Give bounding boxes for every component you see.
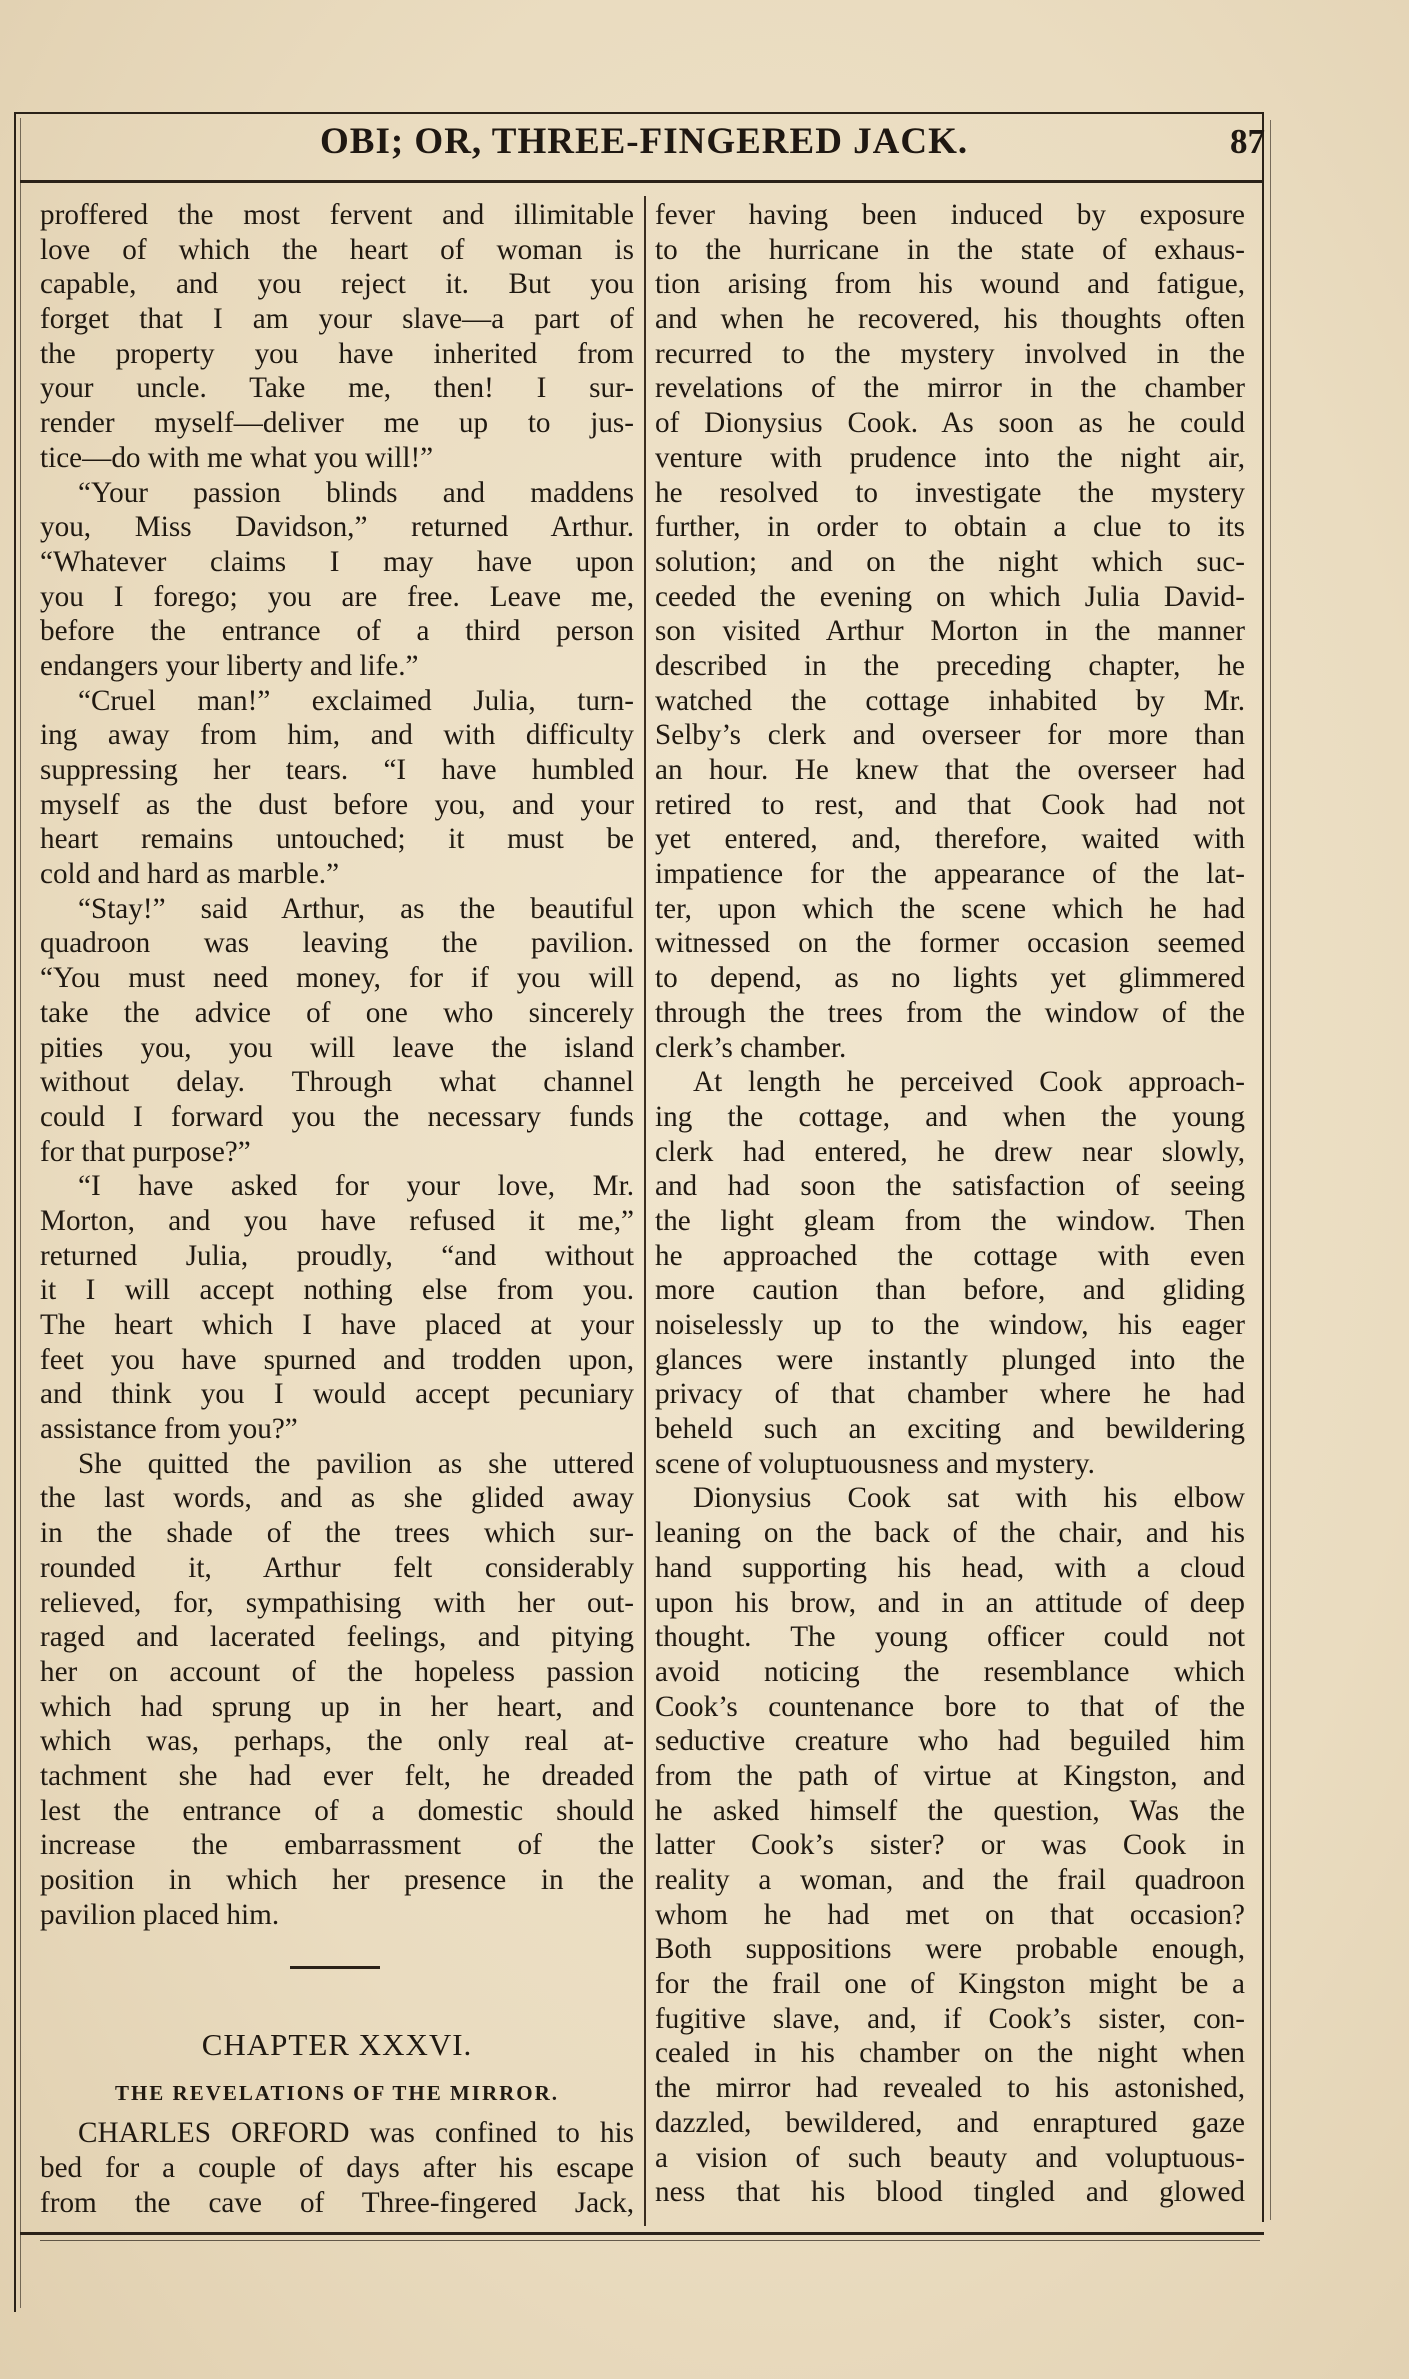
text-line: described in the preceding chapter, he bbox=[655, 649, 1245, 682]
text-line: cold and hard as marble.” bbox=[40, 858, 340, 891]
text-line: which was, perhaps, the only real at- bbox=[40, 1725, 634, 1758]
text-line: render myself—deliver me up to jus- bbox=[40, 407, 634, 440]
text-line: the light gleam from the window. Then bbox=[655, 1204, 1245, 1237]
text-line: tice—do with me what you will!” bbox=[40, 441, 434, 474]
text-line: from the cave of Three-fingered Jack, bbox=[40, 2186, 634, 2219]
text-line: impatience for the appearance of the lat- bbox=[655, 858, 1245, 891]
chapter-heading: CHAPTER XXXVI. bbox=[201, 2027, 473, 2063]
text-line: reality a woman, and the frail quadroon bbox=[655, 1864, 1245, 1896]
page-number: 87 bbox=[1230, 122, 1265, 161]
text-line: retired to rest, and that Cook had not bbox=[655, 788, 1245, 821]
text-line: fever having been induced by exposure bbox=[655, 199, 1245, 231]
text-line: quadroon was leaving the pavilion. bbox=[40, 927, 634, 960]
text-line: heart remains untouched; it must be bbox=[40, 823, 634, 856]
text-line: venture with prudence into the night air, bbox=[655, 441, 1245, 474]
text-line: relieved, for, sympathising with her out- bbox=[40, 1586, 634, 1619]
text-line: to depend, as no lights yet glimmered bbox=[655, 962, 1245, 995]
text-line: son visited Arthur Morton in the manner bbox=[655, 615, 1245, 648]
bottom-border-rule-thin bbox=[40, 2240, 1260, 2241]
text-line: recurred to the mystery involved in the bbox=[655, 337, 1245, 370]
text-line: Both suppositions were probable enough, bbox=[655, 1933, 1245, 1966]
right-border-rule bbox=[1262, 112, 1264, 2222]
text-line: Selby’s clerk and overseer for more than bbox=[655, 719, 1245, 752]
text-line: avoid noticing the resemblance which bbox=[655, 1655, 1245, 1688]
text-line: love of which the heart of woman is bbox=[40, 233, 634, 266]
text-line: thought. The young officer could not bbox=[655, 1621, 1245, 1654]
text-line: tachment she had ever felt, he dreaded bbox=[40, 1759, 634, 1792]
text-line: position in which her presence in the bbox=[40, 1864, 634, 1896]
text-line: he asked himself the question, Was the bbox=[655, 1794, 1245, 1827]
left-column bbox=[40, 198, 634, 2220]
text-line: without delay. Through what channel bbox=[40, 1066, 634, 1099]
text-line: increase the embarrassment of the bbox=[40, 1829, 634, 1862]
text-line: whom he had met on that occasion? bbox=[655, 1898, 1245, 1931]
text-line: At length he perceived Cook approach- bbox=[693, 1066, 1245, 1099]
text-line: The heart which I have placed at your bbox=[40, 1309, 634, 1341]
text-line: the property you have inherited from bbox=[40, 337, 634, 370]
text-line: “Whatever claims I may have upon bbox=[40, 545, 634, 578]
text-line: cealed in his chamber on the night when bbox=[655, 2037, 1245, 2070]
text-line: hand supporting his head, with a cloud bbox=[655, 1551, 1245, 1584]
text-line: fugitive slave, and, if Cook’s sister, con- bbox=[655, 2002, 1245, 2035]
text-line: “I have asked for your love, Mr. bbox=[78, 1170, 634, 1203]
text-line: Cook’s countenance bore to that of the bbox=[655, 1690, 1245, 1723]
left-border-rule bbox=[14, 112, 16, 2312]
left-border-rule-inner bbox=[20, 118, 21, 2308]
text-line: solution; and on the night which suc- bbox=[655, 545, 1245, 578]
text-line: dazzled, bewildered, and enraptured gaze bbox=[655, 2106, 1245, 2139]
right-column bbox=[655, 198, 1245, 2210]
text-line: and think you I would accept pecuniary bbox=[40, 1378, 634, 1411]
text-line: take the advice of one who sincerely bbox=[40, 996, 634, 1029]
text-line: ter, upon which the scene which he had bbox=[655, 892, 1245, 925]
section-divider bbox=[40, 1932, 634, 2002]
text-line: a vision of such beauty and voluptuous- bbox=[655, 2141, 1245, 2174]
text-line: ness that his blood tingled and glowed bbox=[655, 2176, 1245, 2209]
running-header bbox=[20, 120, 1265, 170]
text-line: your uncle. Take me, then! I sur- bbox=[40, 372, 634, 405]
text-line: returned Julia, proudly, “and without bbox=[40, 1239, 634, 1272]
right-border-rule-outer bbox=[1270, 120, 1271, 2220]
text-line: lest the entrance of a domestic should bbox=[40, 1794, 634, 1827]
text-line: forget that I am your slave—a part of bbox=[40, 303, 634, 336]
text-line: glances were instantly plunged into the bbox=[655, 1343, 1245, 1376]
text-line: “Cruel man!” exclaimed Julia, turn- bbox=[78, 684, 634, 717]
text-line: yet entered, and, therefore, waited with bbox=[655, 823, 1245, 856]
text-line: “Your passion blinds and maddens bbox=[78, 476, 634, 509]
running-title: OBI; OR, THREE-FINGERED JACK. bbox=[320, 121, 969, 162]
text-line: for that purpose?” bbox=[40, 1135, 251, 1168]
text-line: and had soon the satisfaction of seeing bbox=[655, 1170, 1245, 1203]
text-line: more caution than before, and gliding bbox=[655, 1274, 1245, 1307]
text-line: ing the cottage, and when the young bbox=[655, 1100, 1245, 1133]
text-line: “Stay!” said Arthur, as the beautiful bbox=[78, 892, 634, 925]
text-line: bed for a couple of days after his escape bbox=[40, 2152, 634, 2185]
text-line: myself as the dust before you, and your bbox=[40, 788, 634, 821]
text-line: assistance from you?” bbox=[40, 1413, 298, 1446]
column-separator bbox=[644, 196, 646, 2226]
text-line: CHARLES ORFORD was confined to his bbox=[78, 2117, 634, 2150]
text-line: and when he recovered, his thoughts often bbox=[655, 303, 1245, 336]
text-line: clerk’s chamber. bbox=[655, 1031, 847, 1064]
text-line: Morton, and you have refused it me,” bbox=[40, 1204, 634, 1237]
text-line: her on account of the hopeless passion bbox=[40, 1655, 634, 1688]
text-line: rounded it, Arthur felt considerably bbox=[40, 1551, 634, 1584]
text-line: to the hurricane in the state of exhaus- bbox=[655, 233, 1245, 266]
text-line: capable, and you reject it. But you bbox=[40, 268, 634, 301]
text-line: Dionysius Cook sat with his elbow bbox=[693, 1482, 1245, 1515]
text-line: it I will accept nothing else from you. bbox=[40, 1274, 634, 1307]
text-line: clerk had entered, he drew near slowly, bbox=[655, 1135, 1245, 1168]
text-line: leaning on the back of the chair, and his bbox=[655, 1517, 1245, 1550]
text-line: feet you have spurned and trodden upon, bbox=[40, 1343, 634, 1376]
text-line: the mirror had revealed to his astonished, bbox=[655, 2072, 1245, 2105]
text-line: pavilion placed him. bbox=[40, 1898, 280, 1931]
text-line: latter Cook’s sister? or was Cook in bbox=[655, 1829, 1245, 1862]
text-line: you, Miss Davidson,” returned Arthur. bbox=[40, 511, 634, 544]
top-border-rule bbox=[14, 112, 1264, 114]
text-line: watched the cottage inhabited by Mr. bbox=[655, 684, 1245, 717]
text-line: could I forward you the necessary funds bbox=[40, 1100, 634, 1133]
text-line: “You must need money, for if you will bbox=[40, 962, 634, 995]
text-line: which had sprung up in her heart, and bbox=[40, 1690, 634, 1723]
text-line: an hour. He knew that the overseer had bbox=[655, 754, 1245, 786]
text-line: witnessed on the former occasion seemed bbox=[655, 927, 1245, 960]
text-line: he approached the cottage with even bbox=[655, 1239, 1245, 1272]
text-line: suppressing her tears. “I have humbled bbox=[40, 754, 634, 786]
text-line: endangers your liberty and life.” bbox=[40, 649, 419, 682]
bottom-border-rule bbox=[20, 2232, 1264, 2235]
text-line: further, in order to obtain a clue to its bbox=[655, 511, 1245, 544]
text-line: you I forego; you are free. Leave me, bbox=[40, 580, 634, 613]
text-line: from the path of virtue at Kingston, and bbox=[655, 1759, 1245, 1792]
text-line: the last words, and as she glided away bbox=[40, 1482, 634, 1515]
text-line: noiselessly up to the window, his eager bbox=[655, 1309, 1245, 1341]
text-line: raged and lacerated feelings, and pitying bbox=[40, 1621, 634, 1654]
text-line: he resolved to investigate the mystery bbox=[655, 476, 1245, 509]
text-line: upon his brow, and in an attitude of deep bbox=[655, 1586, 1245, 1619]
text-line: revelations of the mirror in the chamber bbox=[655, 372, 1245, 405]
text-line: seductive creature who had beguiled him bbox=[655, 1725, 1245, 1758]
text-line: pities you, you will leave the island bbox=[40, 1031, 634, 1064]
header-underline bbox=[20, 180, 1264, 183]
text-line: proffered the most fervent and illimitable bbox=[40, 199, 634, 231]
text-line: through the trees from the window of the bbox=[655, 996, 1245, 1029]
text-line: in the shade of the trees which sur- bbox=[40, 1517, 634, 1550]
text-line: for the frail one of Kingston might be a bbox=[655, 1968, 1245, 2001]
chapter-subtitle: THE REVELATIONS OF THE MIRROR. bbox=[114, 2081, 560, 2106]
text-line: ceeded the evening on which Julia David- bbox=[655, 580, 1245, 613]
text-line: tion arising from his wound and fatigue, bbox=[655, 268, 1245, 301]
text-line: beheld such an exciting and bewildering bbox=[655, 1413, 1245, 1446]
text-line: privacy of that chamber where he had bbox=[655, 1378, 1245, 1411]
text-line: before the entrance of a third person bbox=[40, 615, 634, 648]
text-line: scene of voluptuousness and mystery. bbox=[655, 1447, 1095, 1480]
text-line: of Dionysius Cook. As soon as he could bbox=[655, 407, 1245, 440]
text-line: ing away from him, and with difficulty bbox=[40, 719, 634, 752]
text-line: She quitted the pavilion as she uttered bbox=[78, 1447, 634, 1480]
